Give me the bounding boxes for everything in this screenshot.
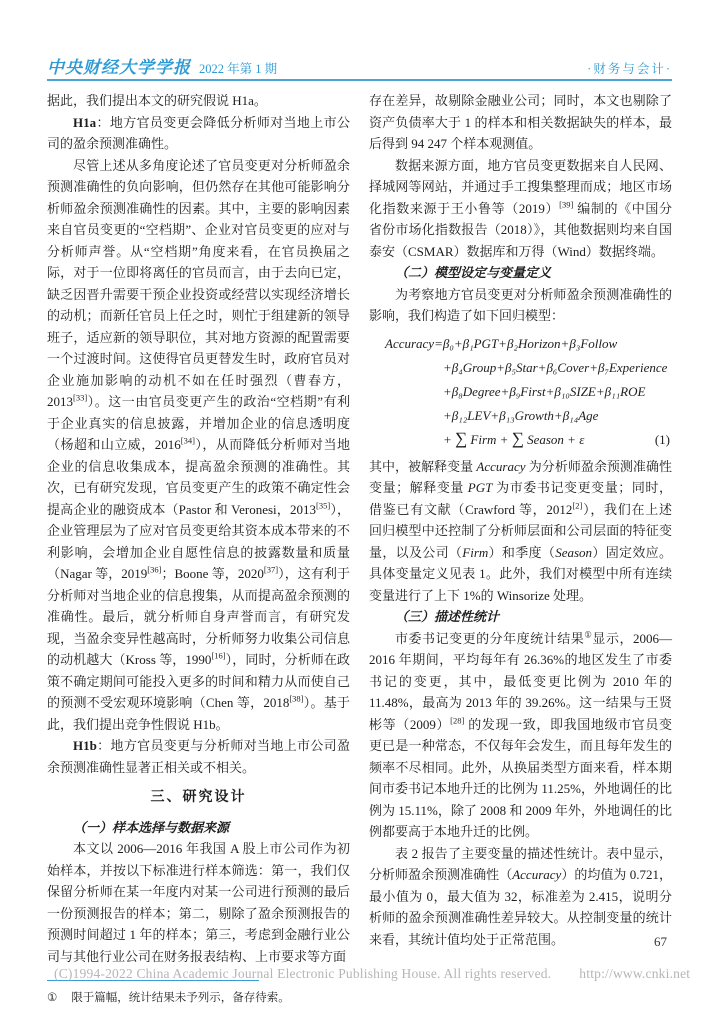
paragraph-model-intro: 为考察地方官员变更对分析师盈余预测准确性的影响，我们构造了如下回归模型：: [369, 286, 672, 323]
page-number: 67: [654, 934, 667, 949]
paragraph-variables: 其中，被解释变量 Accuracy 为分析师盈余预测准确性变量；解释变量 PGT 为市委书记变更变量；同时，借鉴已有文献（Crawford 等，2012[2]），我们在上述回归模型中还控制了分析师层面和公司层面的特征变量，以及公司（Firm）和季度（Season）固定效应。具体变量定义见表 1。此外，我们对模型中所有连续变量进行了上下 1%的 Winsorize 处理。: [369, 458, 672, 603]
journal-issue: 2022 年第 1 期: [199, 62, 278, 76]
paragraph-stats-table2: 表 2 报告了主要变量的描述性统计。表中显示，分析师盈余预测准确性（Accuracy）的均值为 0.721，最小值为 0，最大值为 32，标准差为 2.415，说明分析师的盈余预测准确性差异较大。从控制变量的统计来看，其统计值均处于正常范围。: [369, 845, 672, 947]
footnote-text: 限于篇幅，统计结果未予列示，备存待索。: [71, 992, 290, 1004]
formula-sum-terms: + ∑ Firm + ∑ Season + ε: [443, 428, 585, 448]
paragraph-data-source: 数据来源方面，地方官员变更数据来自人民网、择城网等网站，并通过手工搜集整理而成；地区市场化指数来源于王小鲁等（2019）[39] 编制的《中国分省份市场化指数报告（2018）》，其他数据则均来自国泰安（CSMAR）数据库和万得（Wind）数据终端。: [369, 157, 672, 259]
right-column: [369, 90, 672, 1007]
formula-line: [369, 428, 672, 452]
header-left: [47, 53, 277, 78]
formula-line: +β₄Group+β₅Star+β₆Cover+β₇Experience: [443, 359, 668, 375]
formula-line: Accuracy=β₀+β₁PGT+β₂Horizon+β₃Follow: [385, 335, 618, 351]
journal-logo: 中央财经大学学报: [47, 58, 191, 77]
paragraph-continue: 存在差异，故剔除金融业公司；同时，本文也剔除了资产负债率大于 1 的样本和相关数据缺失的样本，最后得到 94 247 个样本观测值。: [369, 93, 672, 151]
paragraph-intro: 据此，我们提出本文的研究假说 H1a。: [47, 93, 267, 108]
page-content: [47, 90, 672, 1007]
subsection-heading-sample: （一）样本选择与数据来源: [73, 819, 230, 835]
equation-number: (1): [654, 431, 670, 447]
regression-formula: [369, 332, 672, 452]
paragraph-sample: 本文以 2006—2016 年我国 A 股上市公司作为初始样本，并按以下标准进行样本筛选：第一，我们仅保留分析师在某一年度内对某一公司进行预测的最后一份预测报告的样本；第二，剔除了盈余预测报告的预测时间超过 1 年的样本；第三，考虑到金融行业公司与其他行业公司在财务报表结构、上市要求等方面: [47, 841, 350, 964]
footnote: [47, 990, 350, 1007]
page-header: [47, 53, 672, 78]
formula-line: +β₈Degree+β₉First+β₁₀SIZE+β₁₁ROE: [443, 383, 646, 399]
journal-section-label: ·财务与会计·: [587, 62, 672, 76]
hypothesis-h1a: H1a：地方官员变更会降低分析师对当地上市公司的盈余预测准确性。: [47, 114, 350, 151]
hypothesis-h1b: H1b：地方官员变更与分析师对当地上市公司盈余预测准确性显著正相关或不相关。: [47, 738, 350, 775]
cnki-url: http://www.cnki.net: [579, 966, 691, 981]
paragraph-discussion: 尽管上述从多角度论述了官员变更对分析师盈余预测准确性的负向影响，但仍然存在其他可能影响分析师盈余预测准确性的因素。其中，主要的影响因素来自官员变更的“空档期”、企业对官员变更的应对与分析师声誉。从“空档期”角度来看，在官员换届之际，对于一位即将离任的官员而言，由于去向已定，缺乏因晋升需要干预企业投资或经营以实现经济增长的动机；而新任官员上任之时，则忙于组建新的领导班子，适应新的领导职位，其对地方资源的配置需要一个过渡时间。这使得官员更替发生时，政府官员对企业施加影响的动机不如在任时强烈（曹春方，2013[33]）。这一由官员变更产生的政治“空档期”有利于企业真实的信息披露，并增加企业的信息透明度（杨超和山立威，2016[34]），从而降低分析师对当地企业的信息收集成本，提高盈余预测的准确性。其次，已有研究发现，官员变更产生的政策不确定性会提高企业的融资成本（Pastor 和 Veronesi，2013[35]），企业管理层为了应对官员变更给其资本成本带来的不利影响，会增加企业自愿性信息的披露数量和质量（Nagar 等，2019[36]；Boone 等，2020[37]），这有利于分析师对当地企业的信息搜集，从而提高盈余预测的准确性。最后，就分析师自身声誉而言，有研究发现，当盈余变异性越高时，分析师努力收集公司信息的动机越大（Kross 等，1990[16]），同时，分析师在政策不确定期间可能投入更多的时间和精力从而使自己的预测不受宏观环境影响（Chen 等，2018[38]）。基于此，我们提出竞争性假说 H1b。: [47, 157, 350, 732]
subsection-heading-model: （二）模型设定与变量定义: [395, 265, 552, 280]
left-column: [47, 90, 350, 1007]
header-divider: [47, 79, 672, 81]
section-heading-research-design: 三、研究设计: [150, 790, 247, 805]
copyright-footer: [54, 966, 690, 982]
paragraph-stats-yearly: 市委书记变更的分年度统计结果①显示，2006—2016 年期间，平均每年有 26.36%的地区发生了市委书记的变更，其中，最低变更比例为 2010 年的 11.48%，最高为 2013 年的 39.26%。这一结果与王贤彬等（2009）[28] 的发现一致，即我国地级市官员变更已是一种常态，不仅每年会发生，而且每年发生的频率不尽相同。此外，从换届类型方面来看，样本期间市委书记本地升迁的比例为 11.25%，外地调任的比例为 15.11%，除了 2008 和 2009 年外，外地调任的比例都要高于本地升迁的比例。: [369, 629, 672, 839]
subsection-heading-descriptive-stats: （三）描述性统计: [395, 609, 500, 624]
footnote-marker: ①: [47, 992, 58, 1004]
copyright-text: (C)1994-2022 China Academic Journal Electronic Publishing House. All rights reserved.: [54, 966, 552, 981]
formula-line: +β₁₂LEV+β₁₃Growth+β₁₄Age: [443, 407, 599, 423]
